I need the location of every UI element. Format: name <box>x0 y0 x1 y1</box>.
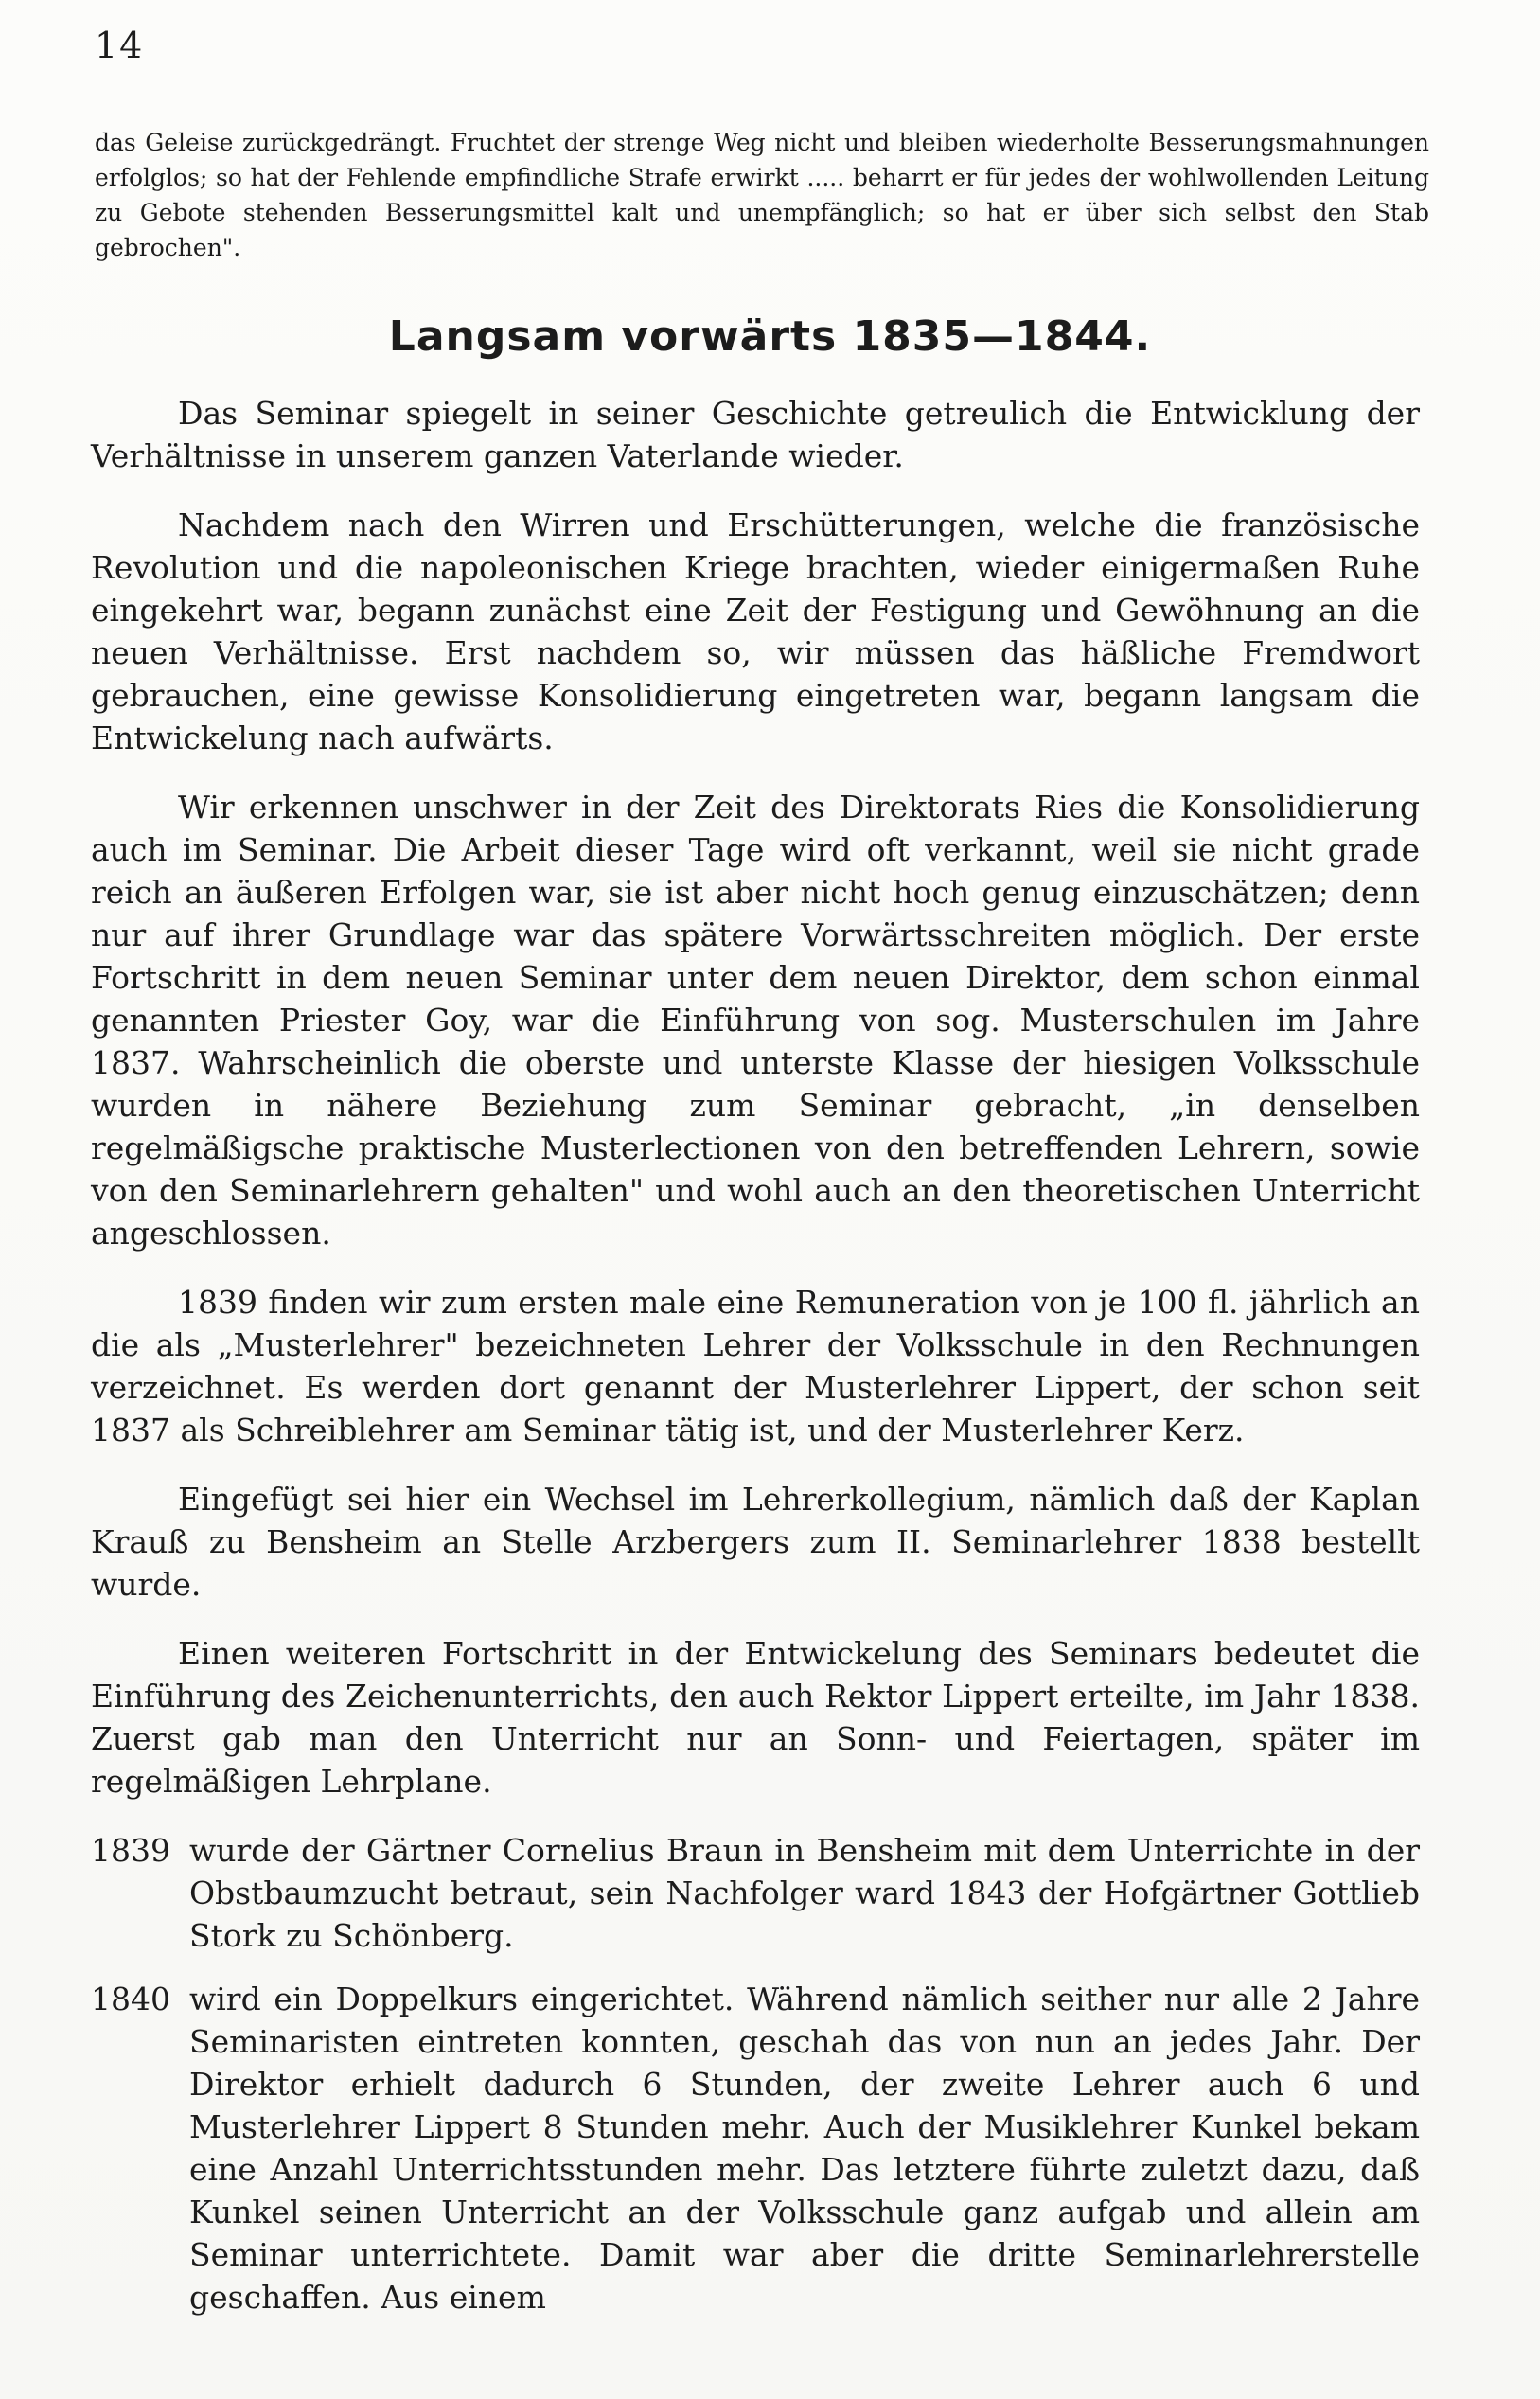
intro-section <box>95 125 1429 265</box>
page-number: 14 <box>95 25 145 66</box>
year-entry-1 <box>91 1829 1420 1957</box>
chapter-title: Langsam vorwärts 1835—1844. <box>388 312 1152 361</box>
paragraph-2: Nachdem nach den Wirren und Erschütterungen, welche die französische Revolution und die napoleonischen Kriege brachten, wieder einigermaßen Ruhe eingekehrt war, begann zunächst eine Zeit der Festigung und Gewöhnung an die neuen Verhältnisse. Erst nachdem so, wir müssen das häßliche Fremdwort gebrauchen, eine gewisse Konsolidierung eingetreten war, begann langsam die Entwickelung nach aufwärts. <box>91 506 1420 756</box>
year-entry-2 <box>91 1978 1420 2319</box>
paragraph-3: Wir erkennen unschwer in der Zeit des Direktorats Ries die Konsolidierung auch im Seminar. Die Arbeit dieser Tage wird oft verkannt, weil sie nicht grade reich an äußeren Erfolgen war, sie ist aber nicht hoch genug einzuschätzen; denn nur auf ihrer Grundlage war das spätere Vorwärtsschreiten möglich. Der erste Fortschritt in dem neuen Seminar unter dem neuen Direktor, dem schon einmal genannten Priester Goy, war die Einführung von sog. Musterschulen im Jahre 1837. Wahrscheinlich die oberste und unterste Klasse der hiesigen Volksschule wurden in nähere Beziehung zum Seminar gebracht, „in denselben regelmäßigsche praktische Musterlectionen von den betreffenden Lehrern, sowie von den Seminarlehrern gehalten" und wohl auch an den theoretischen Unterricht angeschlossen. <box>91 789 1420 1252</box>
year-label: 1839 <box>91 1832 170 1869</box>
paragraph-4: 1839 finden wir zum ersten male eine Remuneration von je 100 fl. jährlich an die als „Musterlehrer" bezeichneten Lehrer der Volksschule in den Rechnungen verzeichnet. Es werden dort genannt der Musterlehrer Lippert, der schon seit 1837 als Schreiblehrer am Seminar tätig ist, und der Musterlehrer Kerz. <box>91 1284 1420 1448</box>
paragraph-5: Eingefügt sei hier ein Wechsel im Lehrerkollegium, nämlich daß der Kaplan Krauß zu Bensheim an Stelle Arzbergers zum II. Seminarlehrer 1838 bestellt wurde. <box>91 1481 1420 1603</box>
year-content: wird ein Doppelkurs eingerichtet. Während nämlich seither nur alle 2 Jahre Seminaristen eintreten konnten, geschah das von nun an jedes Jahr. Der Direktor erhielt dadurch 6 Stunden, der zweite Lehrer auch 6 und Musterlehrer Lippert 8 Stunden mehr. Auch der Musiklehrer Kunkel bekam eine Anzahl Unterrichtsstunden mehr. Das letztere führte zuletzt dazu, daß Kunkel seinen Unterricht an der Volksschule ganz aufgab und allein am Seminar unterrichtete. Damit war aber die dritte Seminarlehrerstelle geschaffen. Aus einem <box>189 1981 1420 2316</box>
year-content: wurde der Gärtner Cornelius Braun in Bensheim mit dem Unterrichte in der Obstbaumzucht betraut, sein Nachfolger ward 1843 der Hofgärtner Gottlieb Stork zu Schönberg. <box>189 1832 1420 1954</box>
body-text <box>91 392 1420 2339</box>
intro-paragraph: das Geleise zurückgedrängt. Fruchtet der strenge Weg nicht und bleiben wiederholte Besserungsmahnungen erfolglos; so hat der Fehlende empfindliche Strafe erwirkt ..... beharrt er für jedes der wohlwollenden Leitung zu Gebote stehenden Besserungsmittel kalt und unempfänglich; so hat er über sich selbst den Stab gebrochen". <box>95 129 1429 261</box>
year-label: 1840 <box>91 1981 170 2017</box>
paragraph-1: Das Seminar spiegelt in seiner Geschichte getreulich die Entwicklung der Verhältnisse in unserem ganzen Vaterlande wieder. <box>91 395 1420 474</box>
paragraph-6: Einen weiteren Fortschritt in der Entwickelung des Seminars bedeutet die Einführung des Zeichenunterrichts, den auch Rektor Lippert erteilte, im Jahr 1838. Zuerst gab man den Unterricht nur an Sonn- und Feiertagen, später im regelmäßigen Lehrplane. <box>91 1635 1420 1800</box>
